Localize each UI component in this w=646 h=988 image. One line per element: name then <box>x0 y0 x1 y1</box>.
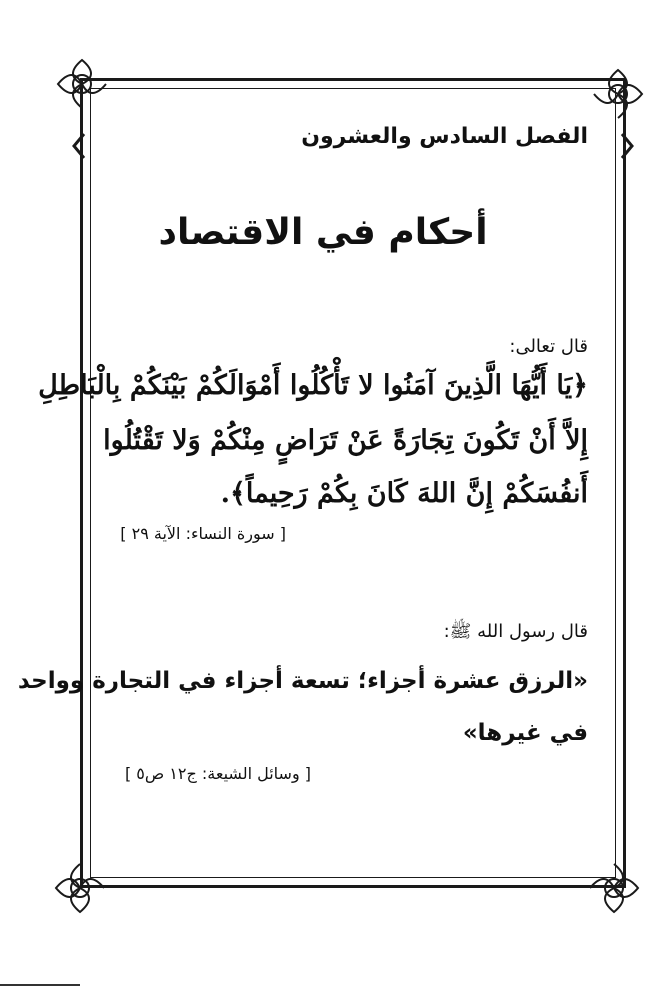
corner-ornament-bottom-right <box>586 860 642 916</box>
chapter-heading: الفصل السادس والعشرون <box>301 124 588 149</box>
hadith-line-1: «الرزق عشرة أجزاء؛ تسعة أجزاء في التجارة وواحد <box>17 668 588 694</box>
verse-reference: [ سورة النساء: الآية ٢٩ ] <box>120 524 286 543</box>
side-ornament-left <box>70 132 88 160</box>
page-title: أحكام في الاقتصاد <box>158 212 488 253</box>
scan-edge-line <box>0 984 80 986</box>
hadith-reference: [ وسائل الشيعة: ج١٢ ص٥ ] <box>124 764 311 783</box>
corner-ornament-top-left <box>54 56 110 112</box>
side-ornament-right <box>618 132 636 160</box>
corner-ornament-top-right <box>590 66 646 122</box>
corner-ornament-bottom-left <box>52 860 108 916</box>
verse-line-2: إِلاَّ أَنْ تَكُونَ تِجَارَةً عَنْ تَرَاضٍ مِنْكُمْ وَلا تَقْتُلُوا <box>103 425 588 456</box>
verse-intro: قال تعالى: <box>509 336 588 357</box>
verse-line-3: أَنفُسَكُمْ إِنَّ اللهَ كَانَ بِكُمْ رَحِيماً﴾. <box>220 478 588 509</box>
hadith-line-2: في غيرها» <box>462 720 588 746</box>
hadith-intro: قال رسول الله ﷺ: <box>443 621 588 642</box>
verse-line-1: ﴿يَا أَيُّهَا الَّذِينَ آمَنُوا لا تَأْكُلُوا أَمْوَالَكُمْ بَيْنَكُمْ بِالْبَاطِلِ <box>38 370 588 401</box>
